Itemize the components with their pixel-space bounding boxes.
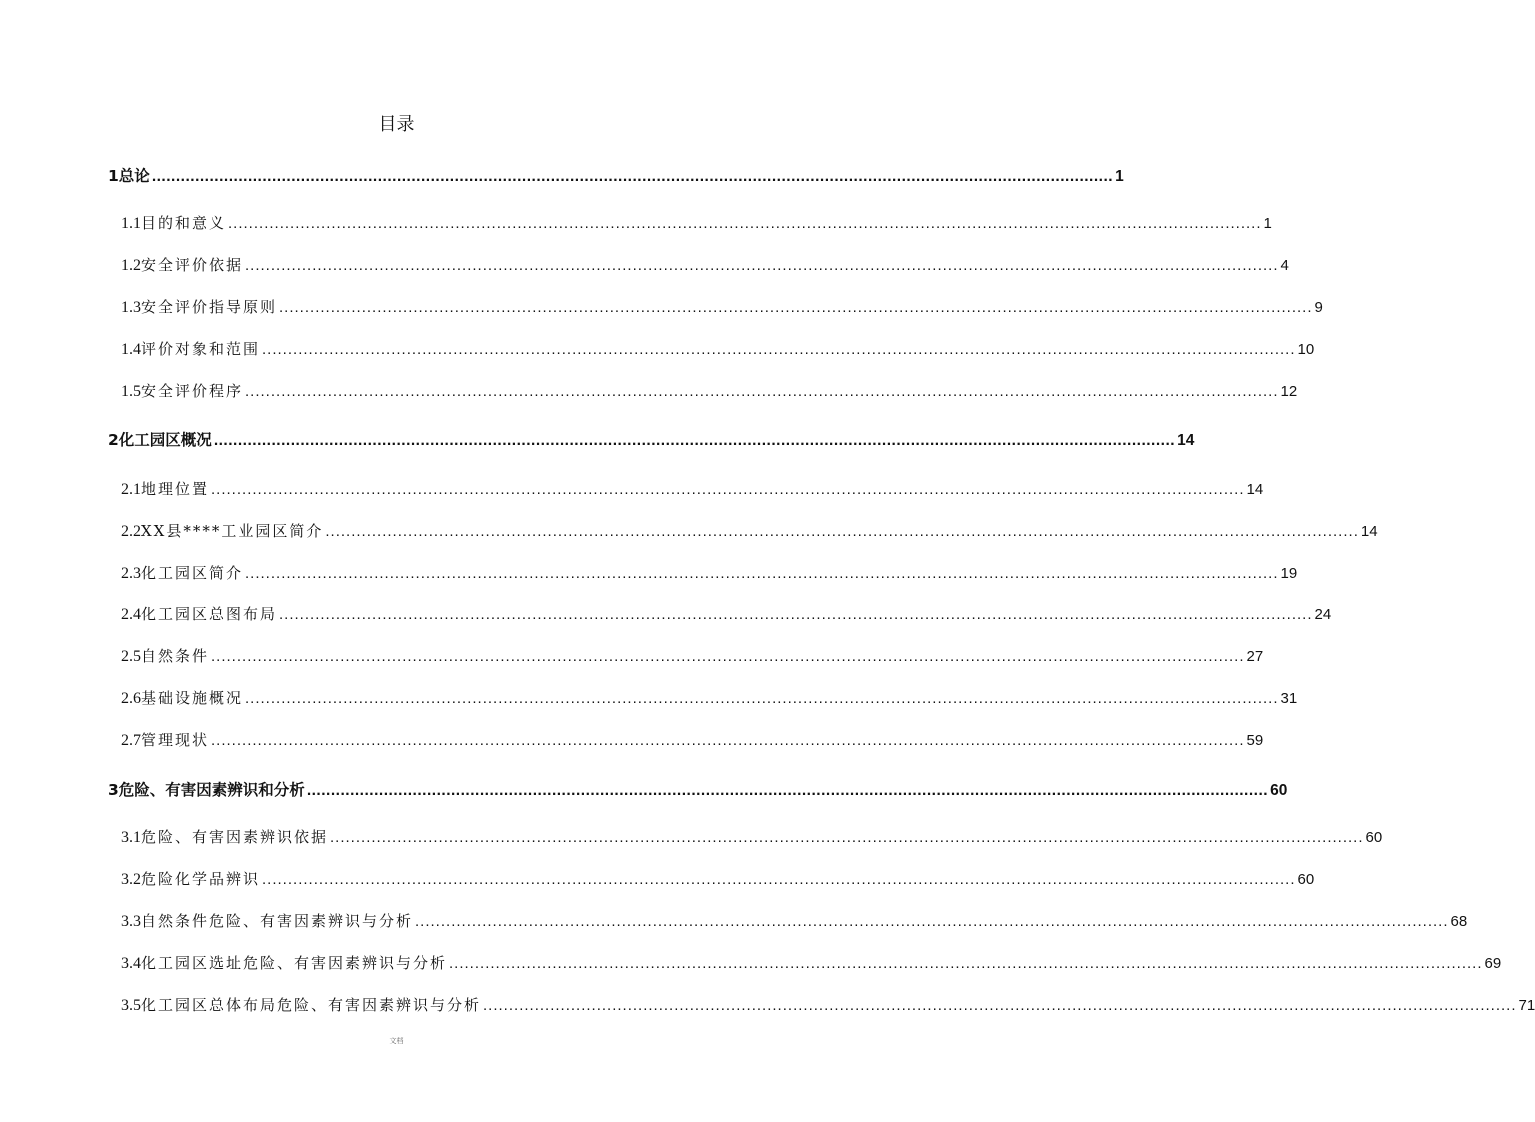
toc-entry-number: 1.5 [121,383,141,400]
toc-title: 目录 [378,114,415,135]
toc-entry-page: 19 [1280,565,1298,582]
toc-entry-number: 2 [108,431,119,449]
toc-entry-title: 化工园区简介 [141,564,244,582]
toc-entry-number: 1.2 [121,257,141,274]
toc-entry-page: 4 [1280,257,1289,274]
toc-entry-page: 1 [1263,215,1272,232]
dot-leader: ........................................................................................................................................................................................................ [306,782,1269,799]
toc-entry-page: 60 [1297,871,1315,888]
toc-entry-title: 基础设施概况 [141,689,244,707]
dot-leader: ........................................................................................................................................................................................................ [213,432,1176,449]
toc-entry-title: 管理现状 [141,731,210,749]
dot-leader: ........................................................................................................................................................................................................ [330,829,1364,846]
toc-entry[interactable] [121,994,1535,1016]
dot-leader: ........................................................................................................................................................................................................ [279,606,1313,623]
dot-leader: ........................................................................................................................................................................................................ [449,955,1483,972]
dot-leader: ........................................................................................................................................................................................................ [245,690,1279,707]
toc-entry-page: 24 [1314,606,1332,623]
toc-entry-page: 59 [1246,732,1264,749]
toc-entry-number: 3.3 [121,913,141,930]
dot-leader: ........................................................................................................................................................................................................ [245,565,1279,582]
dot-leader: ........................................................................................................................................................................................................ [483,997,1517,1014]
toc-entry-title: 自然条件危险、有害因素辨识与分析 [141,912,414,930]
toc-entry-number: 2.3 [121,565,141,582]
toc-entry[interactable] [121,338,1315,360]
toc-entry-number: 1.3 [121,299,141,316]
toc-entry[interactable] [108,428,1195,450]
toc-entry[interactable] [121,603,1332,625]
toc-entry-number: 3 [108,781,119,799]
toc-entry-title: 危险、有害因素辨识依据 [141,828,329,846]
toc-entry-page: 1 [1115,168,1124,185]
toc-entry[interactable] [108,778,1288,800]
toc-entry-number: 3.4 [121,955,141,972]
toc-entry-title: 总论 [118,167,150,185]
toc-entry-number: 2.4 [121,606,141,623]
toc-entry-title: 化工园区概况 [118,431,212,449]
toc-entry-number: 3.5 [121,997,141,1014]
toc-entry-page: 14 [1246,481,1264,498]
toc-entry-page: 14 [1360,523,1378,540]
toc-entry-page: 14 [1177,432,1195,449]
dot-leader: ........................................................................................................................................................................................................ [415,913,1449,930]
toc-entry[interactable] [121,952,1502,974]
toc-entry-page: 9 [1314,299,1323,316]
toc-entry-number: 2.7 [121,732,141,749]
dot-leader: ........................................................................................................................................................................................................ [279,299,1313,316]
toc-entry-title: 安全评价指导原则 [141,298,278,316]
toc-entry-number: 1.4 [121,341,141,358]
toc-entry-title: 地理位置 [141,480,210,498]
toc-entry-number: 2.6 [121,690,141,707]
toc-entry-title: 危险、有害因素辨识和分析 [118,781,305,799]
toc-entry-number: 3.2 [121,871,141,888]
dot-leader: ........................................................................................................................................................................................................ [325,523,1359,540]
toc-entry[interactable] [121,562,1298,584]
toc-entry[interactable] [121,212,1272,234]
toc-entry[interactable] [121,687,1298,709]
toc-entry-number: 2.2 [121,523,141,540]
toc-entry-title: 化工园区总图布局 [141,605,278,623]
toc-entry-page: 60 [1270,782,1288,799]
toc-entry[interactable] [121,380,1298,402]
dot-leader: ........................................................................................................................................................................................................ [211,648,1245,665]
toc-entry[interactable] [121,826,1383,848]
toc-entry-page: 60 [1365,829,1383,846]
toc-entry-page: 71 [1518,997,1535,1014]
dot-leader: ........................................................................................................................................................................................................ [262,871,1296,888]
toc-entry-title: 自然条件 [141,647,210,665]
dot-leader: ........................................................................................................................................................................................................ [228,215,1262,232]
toc-entry-title: 化工园区总体布局危险、有害因素辨识与分析 [141,996,482,1014]
toc-entry[interactable] [121,645,1264,667]
toc-entry-title: 安全评价程序 [141,382,244,400]
toc-entry[interactable] [121,520,1378,542]
toc-entry[interactable] [121,254,1289,276]
toc-entry-number: 1.1 [121,215,141,232]
toc-entry-title: 危险化学品辨识 [141,870,261,888]
toc-entry-page: 68 [1450,913,1468,930]
toc-entry-title: XX县****工业园区简介 [141,522,324,540]
toc-entry-number: 2.5 [121,648,141,665]
toc-entry-title: 化工园区选址危险、有害因素辨识与分析 [141,954,448,972]
page-footer: 文档 [389,1037,404,1045]
toc-entry[interactable] [121,910,1468,932]
toc-entry[interactable] [121,296,1323,318]
toc-entry-number: 1 [108,167,119,185]
toc-entry-title: 评价对象和范围 [141,340,261,358]
toc-entry-page: 31 [1280,690,1298,707]
dot-leader: ........................................................................................................................................................................................................ [211,732,1245,749]
dot-leader: ........................................................................................................................................................................................................ [151,168,1114,185]
toc-entry-title: 安全评价依据 [141,256,244,274]
toc-entry-page: 69 [1484,955,1502,972]
toc-entry[interactable] [121,868,1315,890]
dot-leader: ........................................................................................................................................................................................................ [211,481,1245,498]
toc-entry-number: 2.1 [121,481,141,498]
toc-entry[interactable] [121,729,1264,751]
dot-leader: ........................................................................................................................................................................................................ [262,341,1296,358]
toc-entry-page: 12 [1280,383,1298,400]
dot-leader: ........................................................................................................................................................................................................ [245,383,1279,400]
toc-entry[interactable] [108,164,1124,186]
toc-entry-page: 27 [1246,648,1264,665]
dot-leader: ........................................................................................................................................................................................................ [245,257,1279,274]
toc-entry[interactable] [121,478,1264,500]
toc-entry-page: 10 [1297,341,1315,358]
toc-entry-number: 3.1 [121,829,141,846]
toc-entry-title: 目的和意义 [141,214,227,232]
